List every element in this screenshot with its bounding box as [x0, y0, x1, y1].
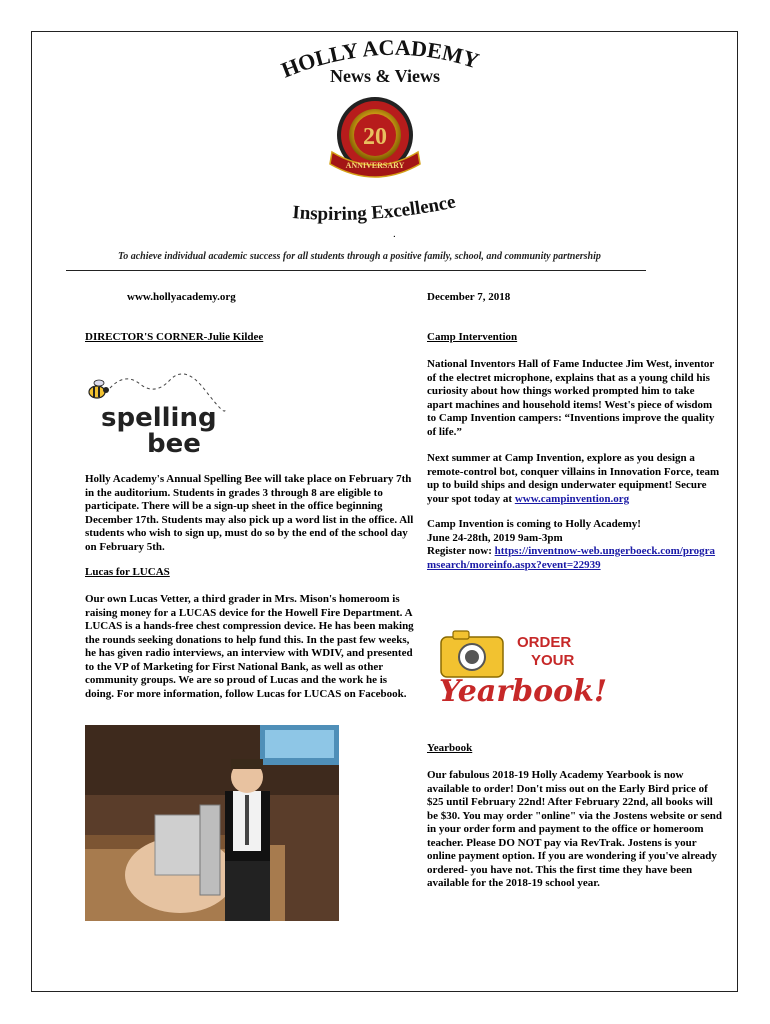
camera-icon: [441, 631, 503, 677]
spelling-logo-word: spelling: [101, 403, 217, 433]
seal-ribbon-text: ANNIVERSARY: [345, 161, 405, 170]
lucas-text: Our own Lucas Vetter, a third grader in Mrs. Mison's homeroom is raising money for a LUCAS device for the Howell Fire Department. A LUCAS is a hands-free chest compression device. He has been making the rounds seeking donations to help fund this. In the past few weeks, he has given radio interviews, an interview with WDIV, and presented to the VP of Marketing for First National Bank, as well as other community groups. We are so proud of Lucas and the work he is doing. For more information, follow Lucas for LUCAS on Facebook.: [85, 593, 414, 700]
spelling-bee-text: Holly Academy's Annual Spelling Bee will take place on February 7th in the auditorium. Students in grades 3 through 8 are eligible to participate. There will be a sign-up sheet in the office beginning December 17th. Students may also pick up a word list in the office. All students who wish to sign up, must do so by the end of the school day on February 5th.: [85, 473, 414, 553]
bee-icon: [89, 380, 109, 398]
register-label: Register now:: [427, 545, 495, 557]
tagline: To achieve individual academic success for all students through a positive family, school, and community partnership: [118, 251, 601, 262]
yearbook-word: Yearbook!: [439, 674, 608, 709]
lucas-photo: [85, 725, 339, 921]
spelling-bee-logo: [85, 370, 235, 455]
divider: [66, 270, 646, 271]
masthead-subtitle: News & Views: [330, 66, 440, 86]
yearbook-heading: Yearbook: [427, 742, 473, 754]
anniversary-seal-icon: [330, 97, 420, 177]
your-word: YOUR: [531, 652, 575, 669]
campinvention-link[interactable]: www.campinvention.org: [514, 492, 630, 505]
camp-paragraph-3: [427, 518, 722, 572]
issue-date: December 7, 2018: [427, 291, 511, 303]
bee-logo-word: bee: [147, 429, 201, 455]
website-link[interactable]: www.hollyacademy.org: [127, 291, 236, 303]
director-heading: DIRECTOR'S CORNER-Julie Kildee: [85, 331, 264, 343]
camp-dates-line: June 24-28th, 2019 9am-3pm: [427, 531, 563, 544]
register-link[interactable]: https://inventnow-web.ungerboeck.com/programsearch/moreinfo.aspx?event=22939: [427, 545, 716, 571]
masthead-slogan: Inspiring Excellence: [291, 191, 458, 225]
seal-number: 20: [363, 124, 387, 150]
camp-coming-line: Camp Invention is coming to Holly Academy!: [427, 518, 641, 530]
dot: .: [393, 228, 396, 240]
camp-paragraph-2: [427, 452, 722, 506]
camp-paragraph-1: National Inventors Hall of Fame Inductee Jim West, inventor of the electret microphone, explains that as a young child his curiosity about how things worked prompted him to take apart machines and household items! West's piece of wisdom to Camp Invention campers: “Inventions improve the quality of life.”: [427, 358, 715, 438]
masthead-logo: [270, 40, 500, 240]
masthead-title: HOLLY ACADEMY: [277, 40, 483, 83]
svg-text:Inspiring Excellence: [292, 191, 458, 224]
yearbook-text: Our fabulous 2018-19 Holly Academy Yearbook is now available to order! Don't miss out on the Early Bird price of $25 until February 22nd! After February 22nd, all books will be $30. You may order "online" via the Jostens website or send in your order form and payment to the office or homeroom teacher. Please DO NOT pay via RevTrak. Jostens is your online payment option. If you are wondering if you've already ordered- you have not. This the first time they have been available for the 2018-19 school year.: [427, 769, 722, 889]
order-word: ORDER: [517, 634, 572, 651]
camp-paragraph-2-text: Next summer at Camp Invention, explore as you design a remote-control bot, conquer villains in Innovation Force, team up to build ships and design underwater equipment! Secure your spot today at: [427, 452, 720, 505]
lucas-heading: Lucas for LUCAS: [85, 566, 170, 578]
camp-heading: Camp Intervention: [427, 331, 518, 343]
order-yearbook-logo: [435, 625, 610, 710]
